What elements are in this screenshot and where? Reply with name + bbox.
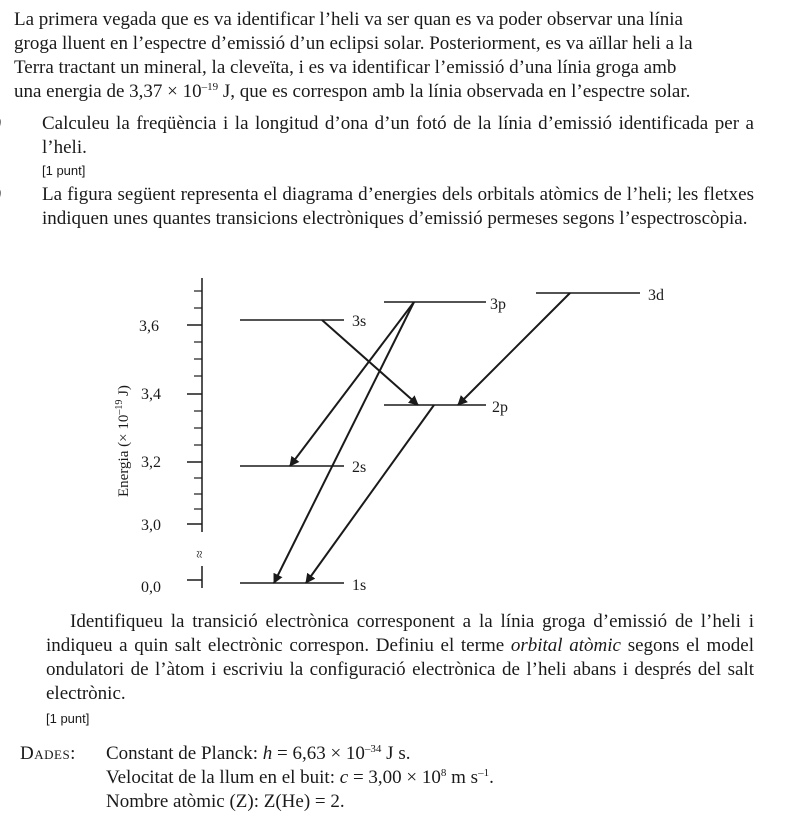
intro-line-4: una energia de $3,37 \times 10^{-19}$ J, que es correspon amb la línia observada en l’espectre solar.	[14, 81, 691, 102]
intro-line-1: La primera vegada que es va identificar l’heli va ser quan es va poder observar una línia	[14, 9, 683, 30]
y-axis-label: Energia (× $10^{-19}$ J)	[114, 385, 132, 497]
level-label-2s: 2s	[352, 459, 367, 476]
arrow-3p-to-1s	[274, 302, 414, 583]
question-b-text: La figura següent representa el diagrama d’energies dels orbitals atòmics de l’heli; les fletxes indiquen unes quantes transicions electròniques d’emissió permeses segons l’espectroscòpia.	[42, 184, 754, 229]
data-heading: Dades:	[20, 743, 76, 764]
term-orbital-atomic: orbital atòmic	[510, 635, 621, 656]
question-a-text: Calculeu la freqüència i la longitud d’ona d’un fotó de la línia d’emissió identificada per a l’heli.	[42, 113, 754, 158]
tick-label-3-0: 3,0	[141, 517, 161, 534]
tick-label-3-6: 3,6	[139, 318, 159, 335]
level-label-3d: 3d	[648, 287, 664, 304]
axis-break-mark: ≈	[193, 550, 208, 558]
speed-of-light: Velocitat de la llum en el buit: $c = 3,00 \times 10^8$ m $s^{-1}$.	[106, 767, 494, 788]
intro-line-3: Terra tractant un mineral, la cleveïta, i es va identificar l’emissió d’una línia groga amb	[14, 57, 677, 78]
level-label-3s: 3s	[352, 313, 367, 330]
atomic-number: Nombre atòmic (Z): Z(He) = 2.	[106, 791, 345, 812]
arrow-3d-to-2p	[458, 293, 570, 405]
level-label-2p: 2p	[492, 399, 508, 416]
tick-label-0-0: 0,0	[141, 579, 161, 596]
question-b-points: [1 punt]	[46, 711, 90, 726]
arrow-2p-to-1s	[306, 405, 434, 583]
question-b-instructions: Identifiqueu la transició electrònica corresponent a la línia groga d’emissió de l’heli i indiqueu a quin salt electrònic correspon. Definiu el terme orbital atòmic segons el model ondulatori de l’àtom i escriviu la configuració electrònica de l’heli abans i després del salt electrònic.	[46, 611, 754, 704]
level-label-1s: 1s	[352, 577, 367, 594]
question-a-points: [1 punt]	[42, 163, 86, 178]
data-section	[20, 742, 760, 814]
planck-constant: Constant de Planck: $h = 6,63 \times 10^{-34}$ J s.	[106, 743, 411, 764]
level-label-3p: 3p	[490, 296, 506, 313]
intro-line-2: groga lluent en l’espectre d’emissió d’un eclipsi solar. Posteriorment, es va aïllar heli a la	[14, 33, 693, 54]
tick-label-3-4: 3,4	[141, 386, 161, 403]
tick-label-3-2: 3,2	[141, 454, 161, 471]
